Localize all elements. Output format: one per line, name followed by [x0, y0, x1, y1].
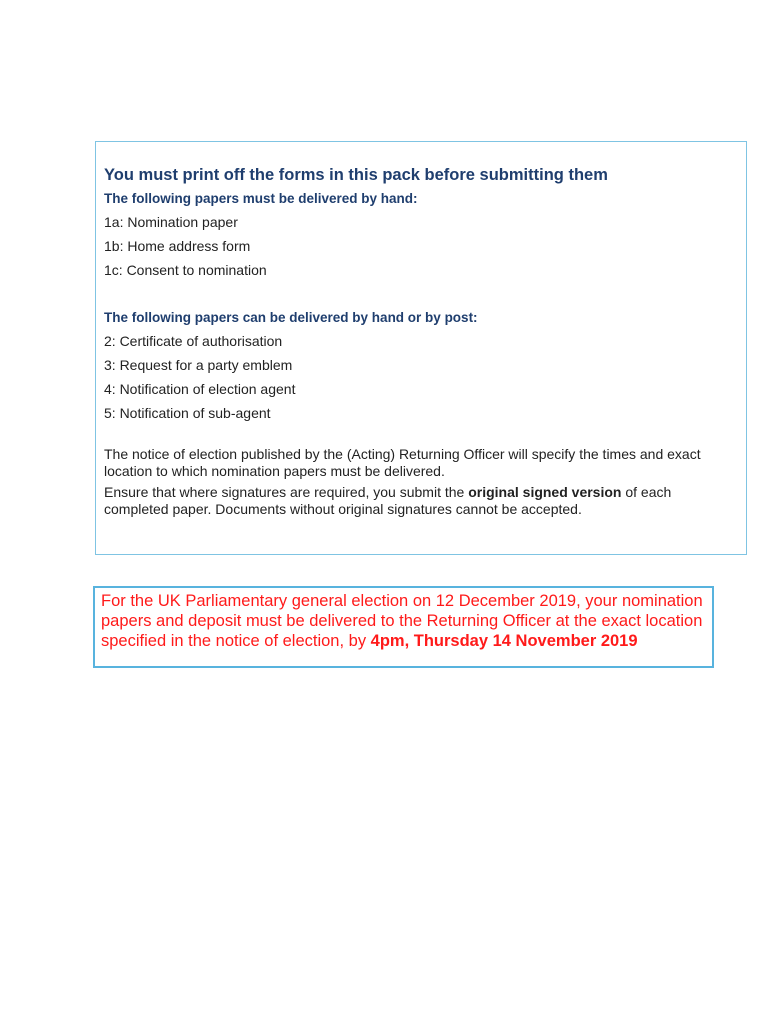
list-item: 1a: Nomination paper — [104, 214, 238, 230]
by-hand-or-post-subheading: The following papers can be delivered by hand or by post: — [104, 310, 478, 325]
spacer — [104, 285, 746, 309]
by-hand-list — [104, 213, 746, 279]
list-item: 1b: Home address form — [104, 238, 251, 254]
signatures-paragraph — [104, 484, 736, 518]
forms-info-box — [95, 141, 747, 555]
list-item: 5: Notification of sub-agent — [104, 405, 271, 421]
by-hand-subheading: The following papers must be delivered by hand: — [104, 191, 418, 206]
deadline-text-main: For the UK Parliamentary general election on 12 December 2019, your nomination papers and deposit must be delivered to the Returning Officer at the exact location specified in the notice of election, by — [101, 592, 703, 650]
deadline-box — [93, 586, 714, 668]
notice-paragraph: The notice of election published by the (Acting) Returning Officer will specify the times and exact location to which nomination papers must be delivered. — [104, 446, 701, 479]
list-item: 2: Certificate of authorisation — [104, 333, 283, 349]
signatures-text-before: Ensure that where signatures are required, you submit the — [104, 484, 469, 500]
list-item: 4: Notification of election agent — [104, 381, 296, 397]
list-item: 1c: Consent to nomination — [104, 262, 267, 278]
signatures-emphasis: original signed version — [468, 484, 622, 500]
info-heading: You must print off the forms in this pack before submitting them — [104, 166, 608, 184]
deadline-emphasis: 4pm, Thursday 14 November 2019 — [370, 632, 638, 650]
deadline-text — [101, 591, 712, 651]
list-item: 3: Request for a party emblem — [104, 357, 293, 373]
by-hand-or-post-list — [104, 332, 746, 422]
spacer — [104, 428, 746, 446]
signatures-text-after: of each completed paper. Documents without original signatures cannot be accepted. — [104, 484, 672, 517]
